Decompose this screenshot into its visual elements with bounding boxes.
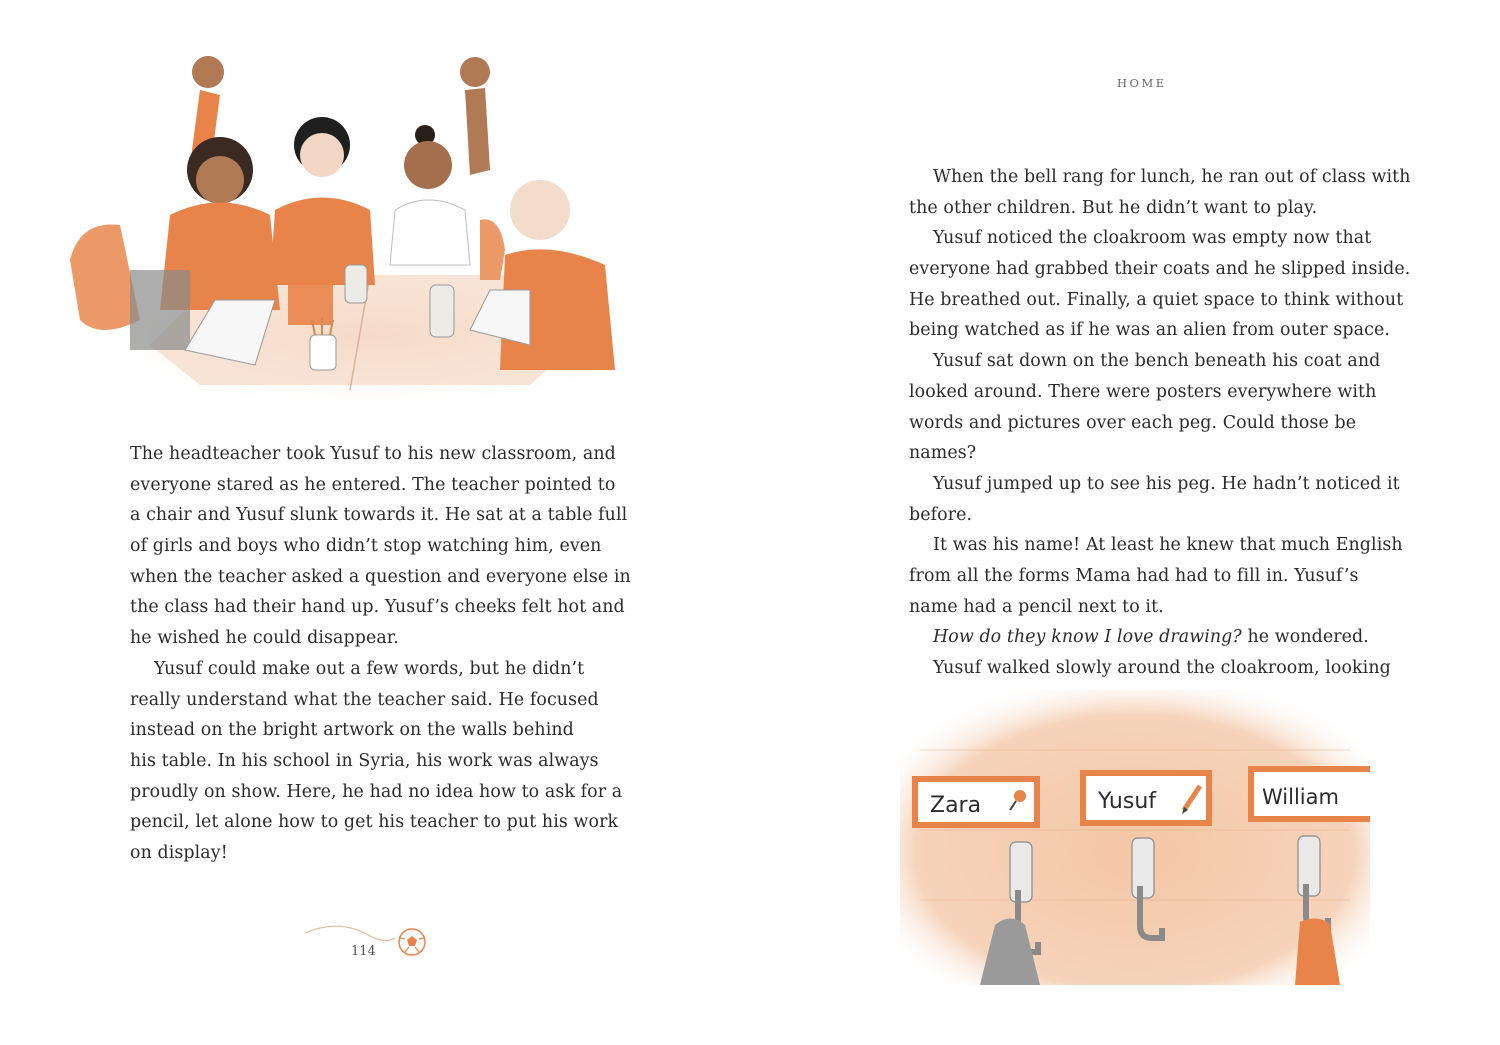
text-line: everyone stared as he entered. The teacher pointed to [130, 474, 616, 495]
running-head: HOME [1117, 76, 1167, 90]
text-line: everyone had grabbed their coats and he slipped inside. [909, 259, 1411, 280]
peg-label-board [1080, 770, 1212, 826]
text-line: He breathed out. Finally, a quiet space to think without [909, 289, 1404, 310]
text-line: from all the forms Mama had had to fill in. Yusuf’s [909, 565, 1359, 586]
text-line: It was his name! At least he knew that much English [933, 535, 1403, 556]
right-body-text [909, 162, 1411, 684]
text-line: The headteacher took Yusuf to his new classroom, and [130, 444, 616, 464]
peg-label-board [1248, 766, 1370, 822]
text-line: really understand what the teacher said. He focused [130, 689, 599, 710]
text-line: he wished he could disappear. [130, 628, 399, 649]
text-line: pencil, let alone how to get his teacher to put his work [130, 812, 619, 833]
peg-label-yusuf: Yusuf [1098, 789, 1157, 814]
text-line: names? [909, 443, 977, 464]
text-line: looked around. There were posters everywhere with [909, 381, 1377, 402]
text-fragment: he wondered. [1241, 627, 1369, 648]
text-line: Yusuf jumped up to see his peg. He hadn’t noticed it [933, 473, 1400, 494]
text-line: Yusuf could make out a few words, but he didn’t [154, 658, 585, 679]
text-line: name had a pencil next to it. [909, 596, 1164, 617]
text-line: Yusuf sat down on the bench beneath his coat and [933, 351, 1381, 372]
text-line: a chair and Yusuf slunk towards it. He sat at a table full [130, 505, 628, 526]
paragraph [130, 654, 623, 900]
classroom-illustration [60, 40, 620, 410]
text-line [130, 869, 600, 900]
football-icon [300, 918, 440, 968]
italic-thought: How do they know I love drawing? [933, 627, 1242, 648]
text-line: the other children. But he didn’t want to play. [909, 197, 1318, 218]
right-page [750, 0, 1500, 1045]
text-line: words and pictures over each peg. Could those be [909, 412, 1357, 433]
text-line: his table. In his school in Syria, his work was always [130, 750, 599, 771]
text-line: on display! [130, 842, 228, 863]
text-line: the class had their hand up. Yusuf’s cheeks felt hot and [130, 597, 625, 618]
text-line: of girls and boys who didn’t stop watching him, even [130, 536, 602, 557]
text-line: before. [909, 504, 973, 525]
page-number: 114 [351, 944, 376, 959]
text-line [909, 622, 1379, 653]
text-line: Yusuf noticed the cloakroom was empty now that [933, 228, 1372, 249]
text-line: instead on the bright artwork on the walls behind [130, 720, 574, 741]
peg-label-zara: Zara [930, 793, 982, 818]
left-body-text [130, 439, 631, 899]
text-line: Yusuf walked slowly around the cloakroom, looking [933, 658, 1391, 678]
peg-label-board [912, 776, 1040, 828]
peg-label-william: William [1262, 785, 1339, 809]
text-line: When the bell rang for lunch, he ran out of class with [933, 167, 1411, 187]
text-line: when the teacher asked a question and everyone else in [130, 566, 631, 587]
text-line: proudly on show. Here, he had no idea how to ask for a [130, 781, 623, 802]
paragraph [130, 439, 631, 654]
cloakroom-pegs-illustration [900, 690, 1370, 985]
text-line: being watched as if he was an alien from outer space. [909, 320, 1390, 341]
